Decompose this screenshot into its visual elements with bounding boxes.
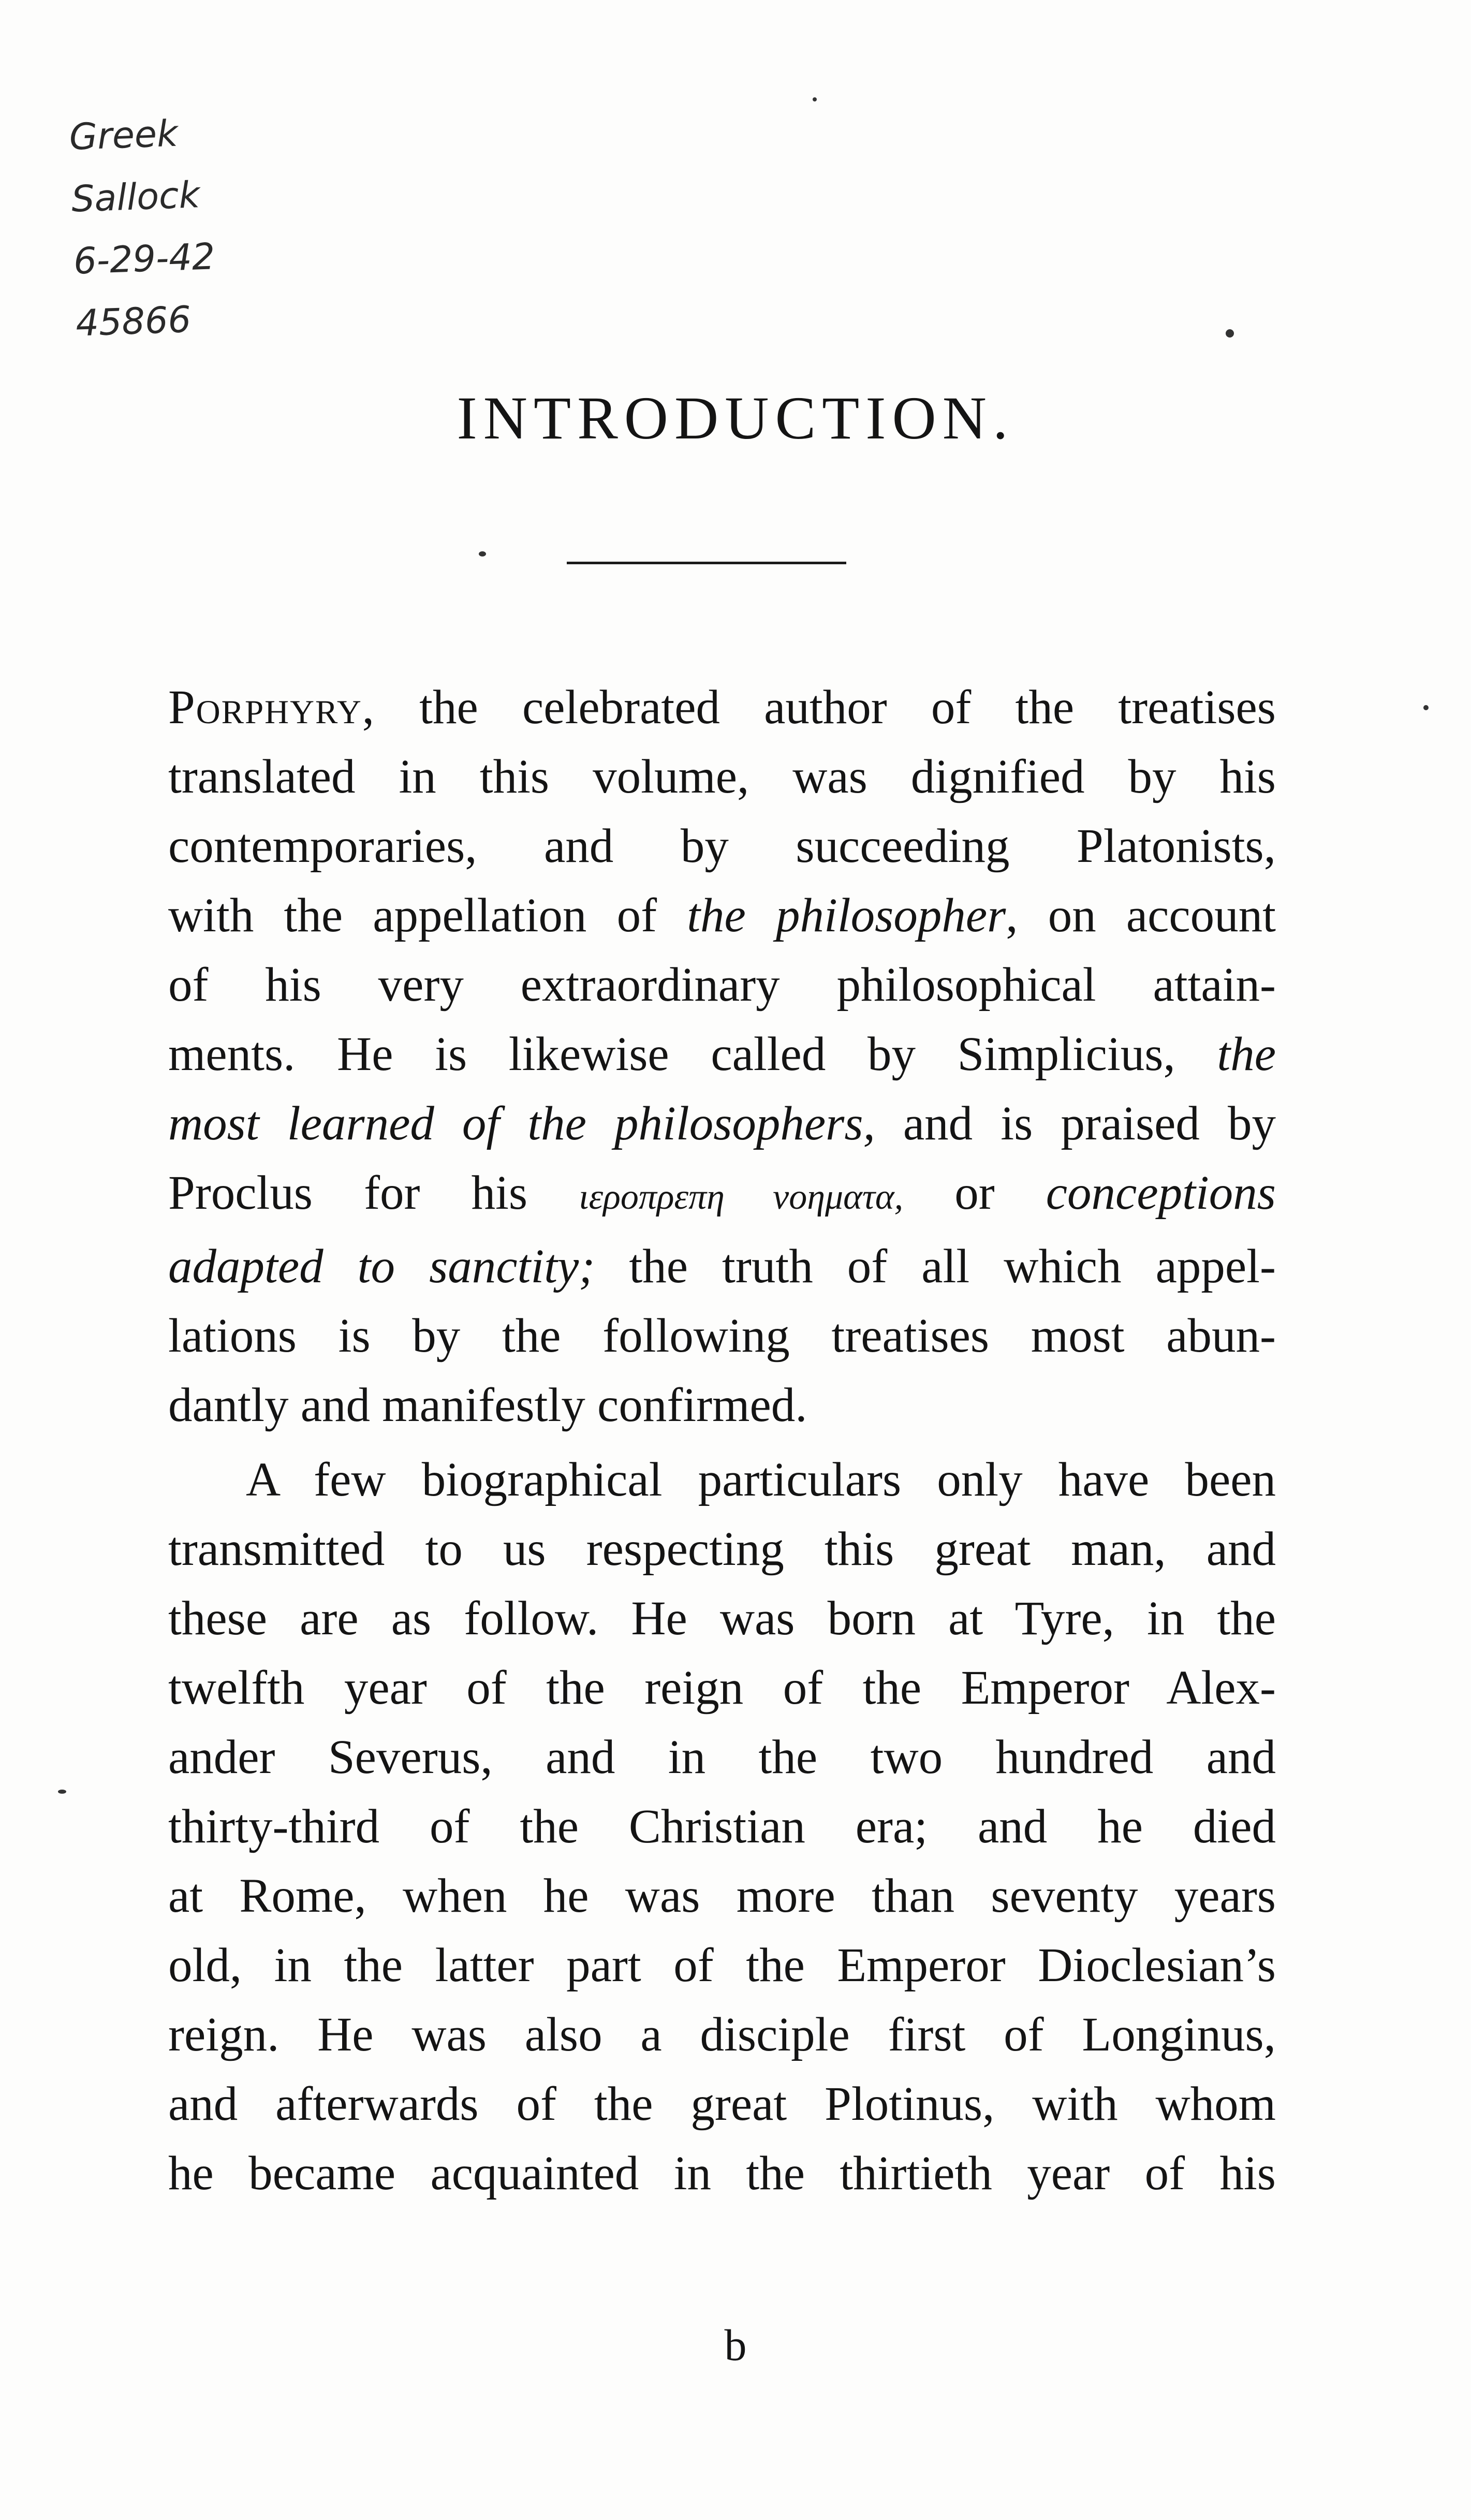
text-line [168,881,1276,950]
print-speck [1226,329,1234,338]
text-line: he became acquainted in the thirtieth year of his [168,2147,1276,2200]
text-line: contemporaries, and by succeeding Platonists, [168,819,1276,873]
text-line: and afterwards of the great Plotinus, with whom [168,2077,1276,2131]
text-span: , on account [1006,889,1276,942]
body-text [168,673,1276,2208]
signature-mark: b [724,2320,747,2370]
text-line: translated in this volume, was dignified by his [168,750,1276,803]
text-line: thirty-third of the Christian era; and he died [168,1800,1276,1853]
text-line [168,673,1276,742]
text-span: with the appellation of [168,889,687,942]
text-line: of his very extraordinary philosophical attain- [168,958,1276,1012]
print-speck [479,551,486,556]
paragraph-2 [168,1445,1276,2208]
note-line: 6-29-42 [72,235,216,283]
print-speck [813,97,817,101]
italic-span: adapted to sanctity; [168,1240,595,1293]
note-line: Sallock [70,173,201,221]
text-line [168,1159,1276,1232]
print-speck [58,1790,66,1794]
text-line: A few biographical particulars only have been [246,1453,1276,1506]
text-span: the truth of all which appel- [595,1240,1276,1293]
text-span: ments. He is likewise called by Simplicius, [168,1028,1217,1081]
text-line [168,1089,1276,1159]
handwritten-library-note [68,101,218,354]
text-span: and is praised by [875,1097,1276,1150]
text-line: at Rome, when he was more than seventy years [168,1869,1276,1923]
text-line: lations is by the following treatises most abun- [168,1309,1276,1362]
text-span: the celebrated author of the treatises [375,681,1276,734]
page-title: INTRODUCTION. [457,384,1014,452]
italic-span: most learned of the philosophers, [168,1097,875,1150]
paragraph-gap [168,1440,1276,1445]
text-span: Proclus for his [168,1166,579,1220]
italic-span: the [1217,1028,1276,1081]
text-line [168,1232,1276,1301]
author-name: Porphyry, [168,681,376,734]
print-speck [1423,705,1429,710]
text-line: twelfth year of the reign of the Emperor Alex- [168,1661,1276,1715]
text-line: old, in the latter part of the Emperor Dioclesian’s [168,1939,1276,1992]
text-line: reign. He was also a disciple first of Longinus, [168,2008,1276,2061]
text-line [168,1020,1276,1089]
text-line: ander Severus, and in the two hundred and [168,1731,1276,1784]
text-line: these are as follow. He was born at Tyre, in the [168,1592,1276,1645]
note-line: 45866 [75,298,192,345]
text-line: transmitted to us respecting this great man, and [168,1522,1276,1576]
title-rule [567,562,846,564]
greek-span: ιεροπρεπη νοηματα, [579,1177,904,1217]
italic-span: the philosopher [687,889,1006,942]
text-span: or [903,1166,1046,1220]
paragraph-1 [168,673,1276,1440]
text-line: dantly and manifestly confirmed. [168,1379,807,1432]
note-line: Greek [68,112,179,158]
italic-span: conceptions [1046,1166,1276,1220]
